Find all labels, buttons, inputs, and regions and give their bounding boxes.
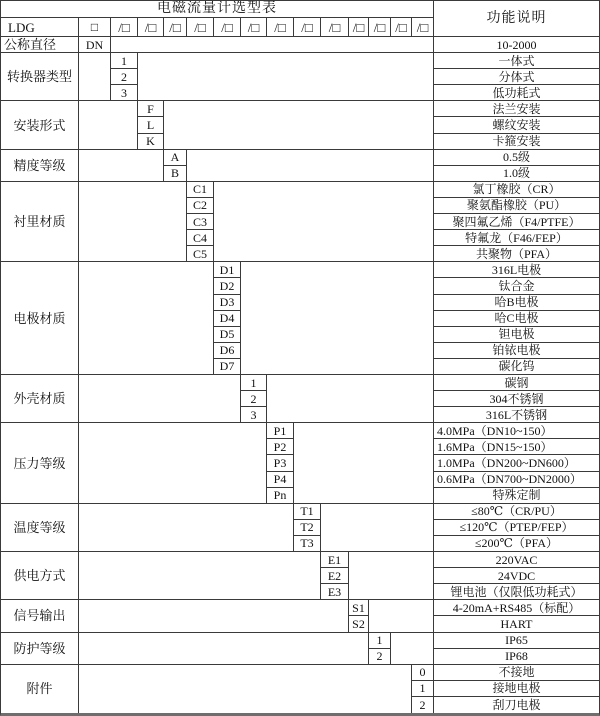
option-code: T2 <box>294 520 321 536</box>
option-code: P4 <box>267 472 294 488</box>
option-desc: ≤200℃（PFA） <box>434 536 599 552</box>
option-code: A <box>164 150 187 166</box>
spacer-cell <box>79 504 294 552</box>
option-desc: 哈C电极 <box>434 311 599 327</box>
option-code: 3 <box>111 85 138 101</box>
option-code: T1 <box>294 504 321 520</box>
option-code: 1 <box>111 53 138 69</box>
option-desc: 聚四氟乙烯（F4/PTFE） <box>434 214 599 230</box>
group-label: 温度等级 <box>1 504 79 552</box>
group-label: 精度等级 <box>1 150 79 182</box>
option-desc: 氯丁橡胶（CR） <box>434 182 599 198</box>
model-slot: /□ <box>391 18 412 37</box>
spacer-cell <box>391 633 434 665</box>
spacer-cell <box>349 552 434 600</box>
option-code: Pn <box>267 488 294 504</box>
option-desc: 4.0MPa（DN10~150） <box>434 423 599 439</box>
model-slot: /□ <box>111 18 138 37</box>
option-code: 2 <box>241 391 267 407</box>
spacer-cell <box>369 600 434 632</box>
option-desc: 220VAC <box>434 552 599 568</box>
option-desc: 法兰安装 <box>434 101 599 117</box>
option-code: P2 <box>267 439 294 455</box>
option-code: D5 <box>214 327 241 343</box>
spacer-cell <box>79 375 241 423</box>
spacer-cell <box>79 600 349 632</box>
group-label: 附件 <box>1 665 79 713</box>
model-slot: /□ <box>349 18 369 37</box>
option-desc: 1.0级 <box>434 166 599 182</box>
option-desc: 哈B电极 <box>434 295 599 311</box>
option-code: D7 <box>214 359 241 375</box>
option-code: 2 <box>412 697 434 713</box>
option-desc: 接地电极 <box>434 681 599 697</box>
option-code: 0 <box>412 665 434 681</box>
option-code: C1 <box>187 182 214 198</box>
group-label: 安装形式 <box>1 101 79 149</box>
option-desc: 刮刀电极 <box>492 697 541 712</box>
option-desc: 聚氨酯橡胶（PU） <box>434 198 599 214</box>
option-desc: 10-2000 <box>434 37 599 53</box>
spacer-cell <box>164 101 434 149</box>
option-desc: 锂电池（仅限低功耗式） <box>434 584 599 600</box>
option-code: C5 <box>187 246 214 262</box>
option-desc: 共聚物（PFA） <box>434 246 599 262</box>
option-code: P3 <box>267 455 294 471</box>
option-desc: 24VDC <box>434 568 599 584</box>
option-desc: ≤120℃（PTEP/FEP） <box>434 520 599 536</box>
group-label: 电极材质 <box>1 262 79 375</box>
option-code: D3 <box>214 295 241 311</box>
option-code: D1 <box>214 262 241 278</box>
option-code: E3 <box>321 584 349 600</box>
option-desc: 低功耗式 <box>434 85 599 101</box>
option-desc: 卡箍安装 <box>434 134 599 150</box>
option-code: C4 <box>187 230 214 246</box>
model-slot: /□ <box>294 18 321 37</box>
model-slot: /□ <box>187 18 214 37</box>
model-box: □ <box>79 18 111 37</box>
option-code: 2 <box>111 69 138 85</box>
option-code: C2 <box>187 198 214 214</box>
option-desc: 4-20mA+RS485（标配） <box>434 600 599 616</box>
group-label: 供电方式 <box>1 552 79 600</box>
spacer-cell <box>267 375 434 423</box>
spacer-cell <box>79 53 111 101</box>
option-code: B <box>164 166 187 182</box>
option-code: 1 <box>369 633 391 649</box>
option-desc: 1.0MPa（DN200~DN600） <box>434 455 599 471</box>
option-desc: ≤80℃（CR/PU） <box>434 504 599 520</box>
option-desc: 316L不锈钢 <box>434 407 599 423</box>
group-label: 公称直径 <box>1 37 79 53</box>
option-code: D6 <box>214 343 241 359</box>
option-desc: 0.5级 <box>434 150 599 166</box>
option-desc: 304不锈钢 <box>434 391 599 407</box>
spacer-cell <box>79 150 164 182</box>
option-desc: IP68 <box>434 649 599 665</box>
option-code: D4 <box>214 311 241 327</box>
option-desc: HART <box>434 616 599 632</box>
group-label: 外壳材质 <box>1 375 79 423</box>
option-code: C3 <box>187 214 214 230</box>
model-slot: /□ <box>164 18 187 37</box>
spacer-cell <box>79 101 138 149</box>
option-code: E1 <box>321 552 349 568</box>
option-desc: 316L电极 <box>434 262 599 278</box>
spacer-cell <box>79 262 214 375</box>
option-code: 1 <box>241 375 267 391</box>
group-label: 信号输出 <box>1 600 79 632</box>
option-desc: 不接地 <box>434 665 599 681</box>
spacer-cell <box>79 182 187 262</box>
option-desc: 特殊定制 <box>434 488 599 504</box>
option-code: D2 <box>214 278 241 294</box>
table-title: 电磁流量计选型表 <box>1 1 434 18</box>
model-slot: /□ <box>321 18 349 37</box>
group-label: 防护等级 <box>1 633 79 665</box>
option-code: K <box>138 134 164 150</box>
option-desc: 碳化钨 <box>434 359 599 375</box>
model-slot: /□ <box>241 18 267 37</box>
group-label: 压力等级 <box>1 423 79 503</box>
option-code: 2 <box>369 649 391 665</box>
option-code: E2 <box>321 568 349 584</box>
option-desc: IP65 <box>434 633 599 649</box>
option-code: S1 <box>349 600 369 616</box>
option-code: DN <box>79 37 111 53</box>
spacer-cell <box>79 423 267 503</box>
option-code: 1 <box>412 681 434 697</box>
option-desc: 1.6MPa（DN15~150） <box>434 439 599 455</box>
spacer-cell <box>187 150 434 182</box>
model-prefix: LDG <box>1 18 79 37</box>
option-desc: 钽电极 <box>434 327 599 343</box>
model-slot: /□ <box>138 18 164 37</box>
option-code: T3 <box>294 536 321 552</box>
spacer-cell <box>111 37 434 53</box>
spacer-cell <box>214 182 434 262</box>
spacer-cell <box>241 262 434 375</box>
option-desc: 分体式 <box>434 69 599 85</box>
spacer-cell <box>79 552 321 600</box>
option-desc: 一体式 <box>434 53 599 69</box>
model-slot: /□ <box>369 18 391 37</box>
model-slot: /□ <box>267 18 294 37</box>
spacer-cell <box>138 53 434 101</box>
option-desc: 碳钢 <box>434 375 599 391</box>
option-desc: 特氟龙（F46/FEP） <box>434 230 599 246</box>
option-desc: 铂铱电极 <box>434 343 599 359</box>
group-label: 转换器类型 <box>1 53 79 101</box>
option-desc: 0.6MPa（DN700~DN2000） <box>434 472 599 488</box>
function-description-header: 功能说明 <box>434 1 599 37</box>
spacer-cell <box>294 423 434 503</box>
group-label: 衬里材质 <box>1 182 79 262</box>
model-slot: /□ <box>214 18 241 37</box>
spacer-cell <box>79 665 412 713</box>
option-code: L <box>138 117 164 133</box>
option-code: 3 <box>241 407 267 423</box>
option-code: F <box>138 101 164 117</box>
option-code: P1 <box>267 423 294 439</box>
spacer-cell <box>79 633 369 665</box>
option-code: S2 <box>349 616 369 632</box>
model-slot: /□ <box>412 18 434 37</box>
option-desc: 钛合金 <box>434 278 599 294</box>
spacer-cell <box>321 504 434 552</box>
option-desc: 螺纹安装 <box>434 117 599 133</box>
